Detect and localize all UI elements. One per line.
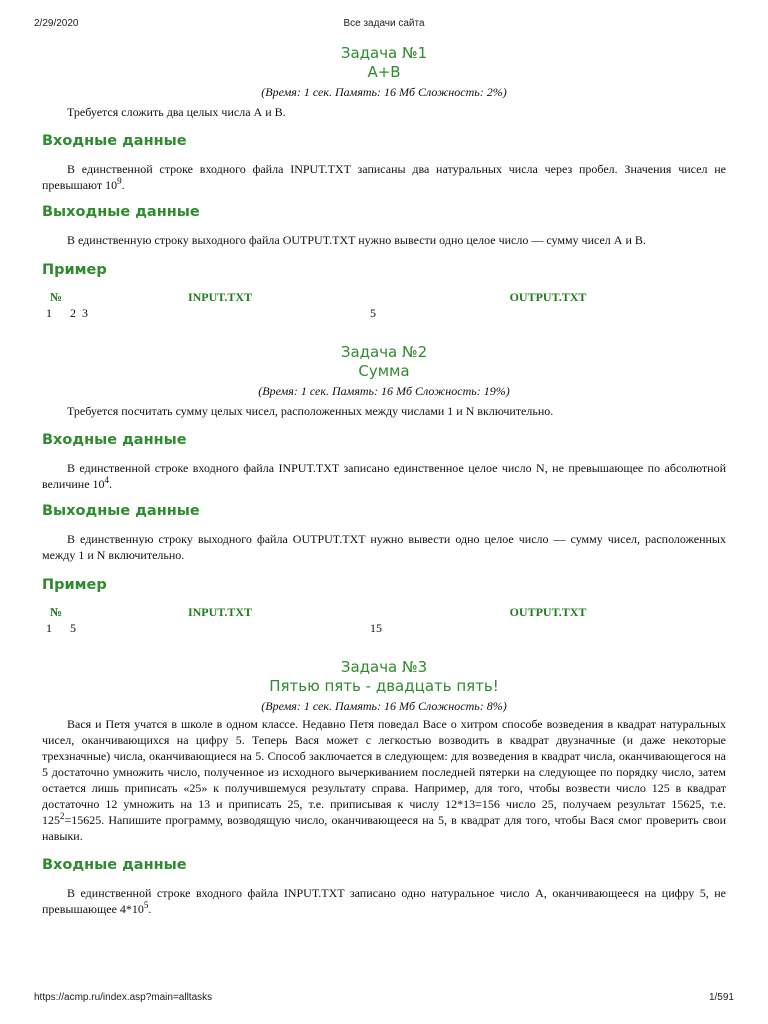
example-heading: Пример bbox=[42, 262, 107, 278]
output-heading: Выходные данные bbox=[42, 503, 200, 519]
input-heading: Входные данные bbox=[42, 133, 187, 149]
task-statement: Требуется посчитать сумму целых чисел, расположенных между числами 1 и N включительно. bbox=[67, 404, 554, 418]
example-input: 5 bbox=[70, 621, 76, 635]
input-description: В единственной строке входного файла INPUT.TXT записано единственное целое число N, не превышающее по абсолютной величине $10^4$. bbox=[42, 461, 726, 491]
output-description: В единственную строку выходного файла OUTPUT.TXT нужно вывести одно целое число — сумму чисел, расположенных между 1 и N включительно. bbox=[42, 532, 726, 562]
example-heading: Пример bbox=[42, 577, 107, 593]
page-counter: 1/591 bbox=[708, 992, 734, 1003]
task-name: A+B bbox=[367, 63, 401, 81]
example-row bbox=[42, 620, 726, 636]
example-header-row bbox=[42, 604, 726, 620]
example-table bbox=[42, 604, 726, 636]
example-input: 2 3 bbox=[70, 306, 88, 320]
example-number: 1 bbox=[46, 306, 52, 320]
input-heading: Входные данные bbox=[42, 432, 187, 448]
output-heading: Выходные данные bbox=[42, 204, 200, 220]
print-title: Все задачи сайта bbox=[343, 18, 425, 29]
task-name: Пятью пять - двадцать пять! bbox=[269, 677, 499, 695]
task-2 bbox=[42, 343, 726, 636]
example-table bbox=[42, 289, 726, 321]
col-output: OUTPUT.TXT bbox=[509, 605, 587, 619]
task-name: Сумма bbox=[358, 362, 410, 380]
input-description: В единственной строке входного файла INPUT.TXT записано одно натуральное число А, оканчивающееся на цифру 5, не превышающее $4*10^5$. bbox=[42, 886, 726, 916]
task-list bbox=[42, 44, 726, 917]
task-number: Задача №1 bbox=[340, 44, 428, 62]
task-1 bbox=[42, 44, 726, 321]
example-output: 5 bbox=[370, 306, 376, 320]
example-row bbox=[42, 305, 726, 321]
col-number: № bbox=[49, 290, 63, 304]
task-meta: (Время: 1 сек. Память: 16 Мб Сложность: 8%) bbox=[261, 699, 507, 713]
example-number: 1 bbox=[46, 621, 52, 635]
print-date: 2/29/2020 bbox=[34, 18, 79, 29]
task-statement: Требуется сложить два целых числа А и В. bbox=[67, 105, 286, 119]
task-3 bbox=[42, 658, 726, 917]
example-header-row bbox=[42, 289, 726, 305]
col-output: OUTPUT.TXT bbox=[509, 290, 587, 304]
task-statement: Вася и Петя учатся в школе в одном классе. Недавно Петя поведал Васе о хитром способе возведения в квадрат натуральных чисел, оканчивающихся на цифру 5. Теперь Вася может с легкостью возводить в квадрат двузначные (и даже некоторые трехзначные) числа, оканчивающиеся на 5. Способ заключается в следующем: для возведения в квадрат числа, оканчивающегося на 5 достаточно умножить число, полученное из исходного вычеркиванием последней пятерки на следующее по порядку число, затем остается лишь приписать «25» к получившемуся результату справа. Например, для того, чтобы возвести число 125 в квадрат достаточно 12 умножить на 13 и приписать 25, т.е. приписывая к числу 12*13=156 число 25, получаем результат 15625, т.е. $125^2=15625$. Напишите программу, возводящую число, оканчивающееся на 5, в квадрат для того, чтобы Вася смог проверить свои навыки. bbox=[42, 717, 726, 843]
col-input: INPUT.TXT bbox=[187, 290, 253, 304]
task-number: Задача №2 bbox=[340, 343, 428, 361]
output-description: В единственную строку выходного файла OUTPUT.TXT нужно вывести одно целое число — сумму чисел А и В. bbox=[67, 233, 646, 247]
col-number: № bbox=[49, 605, 63, 619]
example-output: 15 bbox=[370, 621, 382, 635]
input-description: В единственной строке входного файла INPUT.TXT записаны два натуральных числа через пробел. Значения чисел не превышают $10^9$. bbox=[42, 162, 726, 192]
task-meta: (Время: 1 сек. Память: 16 Мб Сложность: 2%) bbox=[261, 85, 507, 99]
task-meta: (Время: 1 сек. Память: 16 Мб Сложность: 19%) bbox=[258, 384, 510, 398]
col-input: INPUT.TXT bbox=[187, 605, 253, 619]
input-heading: Входные данные bbox=[42, 857, 187, 873]
page-url: https://acmp.ru/index.asp?main=alltasks bbox=[34, 992, 213, 1003]
task-number: Задача №3 bbox=[340, 658, 428, 676]
